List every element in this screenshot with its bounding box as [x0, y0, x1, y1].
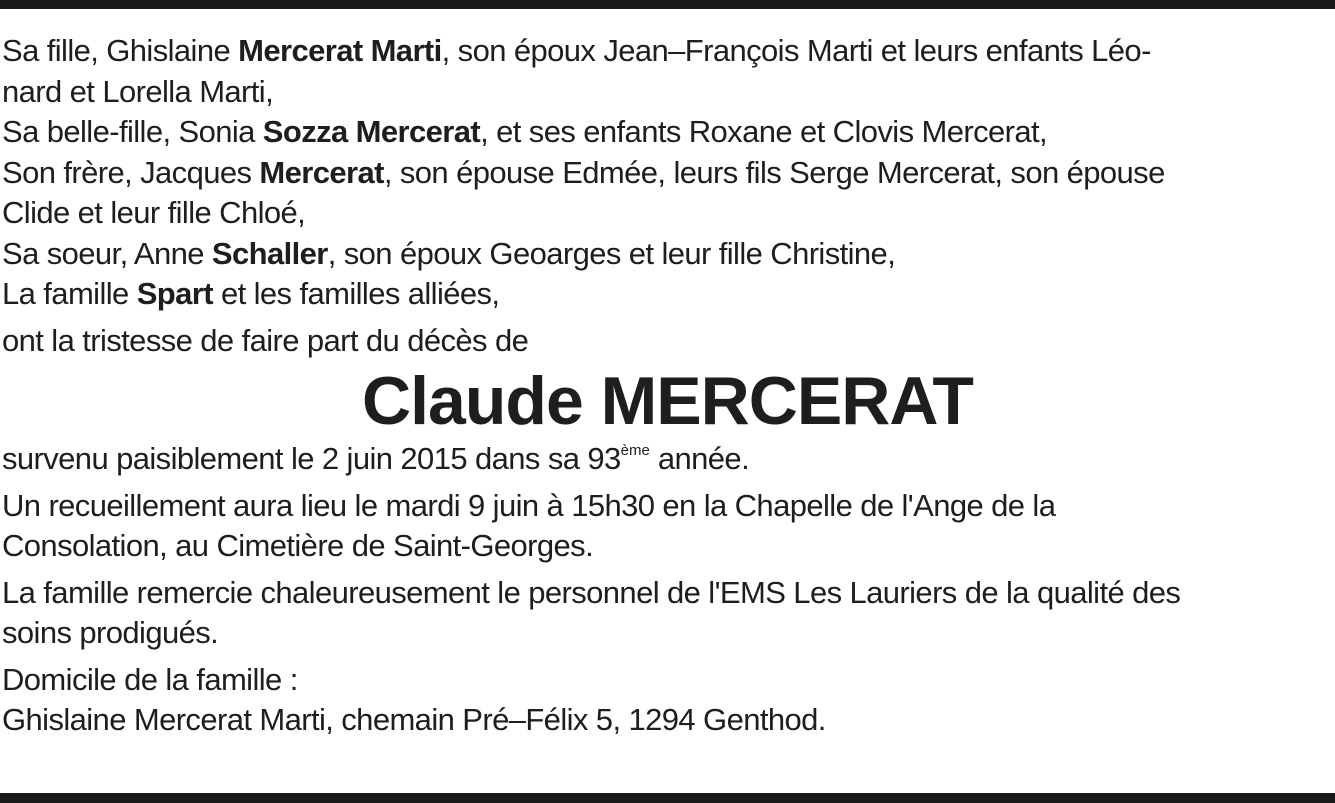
ceremony-line: Un recueillement aura lieu le mardi 9 juin à 15h30 en la Chapelle de l'Ange de la	[2, 487, 1056, 523]
family-surname: Mercerat	[259, 154, 384, 190]
domicile-paragraph	[2, 660, 1333, 741]
top-border-rule	[0, 0, 1335, 9]
family-list	[2, 31, 1333, 315]
ceremony-paragraph	[2, 486, 1333, 567]
death-statement: survenu paisiblement le 2 juin 2015 dans sa 93ème année.	[2, 441, 750, 476]
thanks-line: soins prodigués.	[2, 615, 219, 650]
obituary-notice	[2, 31, 1333, 741]
ceremony-line: Consolation, au Cimetière de Saint-Georges.	[2, 528, 594, 563]
family-line-brother-cont: Clide et leur fille Chloé,	[2, 195, 306, 230]
bottom-border-rule	[0, 793, 1335, 803]
deceased-name: Claude MERCERAT	[362, 363, 973, 439]
family-line-brother: Son frère, Jacques Mercerat, son épouse Edmée, leurs fils Serge Mercerat, son épouse	[2, 154, 1165, 190]
family-line-allied: La famille Spart et les familles alliées,	[2, 276, 500, 311]
thanks-line: La famille remercie chaleureusement le personnel de l'EMS Les Lauriers de la qualité des	[2, 574, 1181, 610]
family-surname: Sozza Mercerat	[262, 114, 481, 149]
family-surname: Mercerat Marti	[238, 33, 442, 68]
family-surname: Schaller	[211, 235, 328, 271]
family-line-daughter-in-law: Sa belle-fille, Sonia Sozza Mercerat, et ses enfants Roxane et Clovis Mercerat,	[2, 114, 1048, 149]
domicile-label: Domicile de la famille :	[2, 661, 298, 697]
ordinal-suffix: ème	[620, 442, 650, 459]
thanks-paragraph	[2, 573, 1333, 654]
domicile-address: Ghislaine Mercerat Marti, chemain Pré–Félix 5, 1294 Genthod.	[2, 702, 826, 737]
family-line-daughter: Sa fille, Ghislaine Mercerat Marti, son époux Jean–François Marti et leurs enfants Léo-	[2, 33, 1151, 68]
family-line-daughter-cont: nard et Lorella Marti,	[2, 73, 274, 109]
family-surname: Spart	[136, 276, 213, 311]
announcement-text: ont la tristesse de faire part du décès de	[2, 322, 529, 358]
family-line-sister: Sa soeur, Anne Schaller, son époux Geoarges et leur fille Christine,	[2, 235, 896, 271]
